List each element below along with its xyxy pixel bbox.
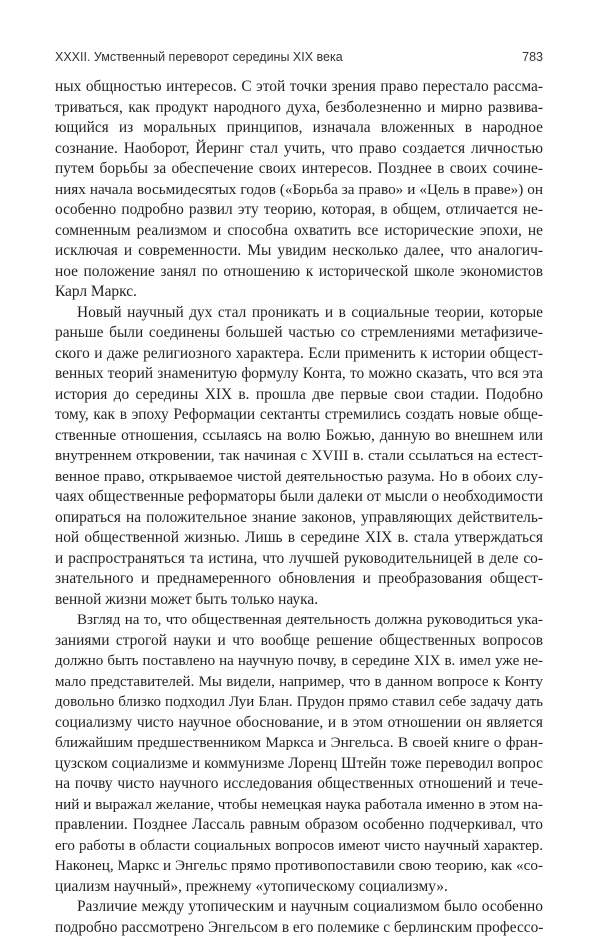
text-line: венной жизни может быть только наука. — [55, 590, 543, 611]
paragraph — [55, 610, 543, 897]
text-line: ского и даже религиозного характера. Если применить к истории общест- — [55, 344, 543, 365]
text-line: должно быть поставлено на научную почву, в середине XIX в. имел уже не- — [55, 651, 543, 672]
text-line: венное право, открываемое чистой деятельностью разума. Но в обоих слу- — [55, 467, 543, 488]
text-line: Новый научный дух стал проникать и в социальные теории, которые — [55, 303, 543, 324]
text-line: опираться на положительное знание законов, управляющих действитель- — [55, 508, 543, 529]
text-line: его работы в области социальных вопросов имеют чисто научный характер. — [55, 836, 543, 857]
text-line: подробно рассмотрено Энгельсом в его полемике с берлинским профессо- — [55, 918, 543, 938]
text-line: Наконец, Маркс и Энгельс прямо противопоставили свою теорию, как «со- — [55, 856, 543, 877]
text-line: ниях начала восьмидесятых годов («Борьба за право» и «Цель в праве») он — [55, 180, 543, 201]
paragraph — [55, 897, 543, 938]
text-line: цузском социализме и коммунизме Лоренц Штейн тоже переводил вопрос — [55, 754, 543, 775]
text-line: раньше были соединены большей частью со стремлениями метафизиче- — [55, 323, 543, 344]
text-line: социализму чисто научное обоснование, и в этом отношении он является — [55, 713, 543, 734]
text-line: знательного и преднамеренного обновления и преобразования общест- — [55, 569, 543, 590]
text-line: история до середины XIX в. прошла две первые свои стадии. Подобно — [55, 385, 543, 406]
text-line: ющийся из моральных принципов, изначала вложенных в народное — [55, 118, 543, 139]
text-line: на почву чисто научного исследования общественных отношений и тече- — [55, 774, 543, 795]
text-line: сознание. Наоборот, Йеринг стал учить, что право создается личностью — [55, 139, 543, 160]
paragraph — [55, 77, 543, 303]
text-line: и распространяться та истина, что лучшей руководительницей в деле со- — [55, 549, 543, 570]
text-line: заниями строгой науки и что вообще решение общественных вопросов — [55, 631, 543, 652]
text-line: ственные отношения, ссылаясь на волю Божью, данную во внешнем или — [55, 426, 543, 447]
text-line: тому, как в эпоху Реформации сектанты стремились создать новые обще- — [55, 405, 543, 426]
text-line: сомненным реализмом и способна охватить все исторические эпохи, не — [55, 221, 543, 242]
text-line: ной общественной жизнью. Лишь в середине XIX в. стала утверждаться — [55, 528, 543, 549]
page-number: 783 — [522, 50, 543, 64]
text-line: путем борьбы за обеспечение своих интересов. Позднее в своих сочине- — [55, 159, 543, 180]
text-line: Взгляд на то, что общественная деятельность должна руководиться ука- — [55, 610, 543, 631]
text-line: особенно подробно развил эту теорию, которая, в общем, отличается не- — [55, 200, 543, 221]
chapter-title: XXXII. Умственный переворот середины XIX века — [55, 50, 343, 64]
text-line: ное положение занял по отношению к исторической школе экономистов — [55, 262, 543, 283]
text-line: чаях общественные реформаторы были далеки от мысли о необходимости — [55, 487, 543, 508]
text-line: ближайшим предшественником Маркса и Энгельса. В своей книге о фран- — [55, 733, 543, 754]
running-header — [55, 50, 543, 70]
text-line: ний и выражал желание, чтобы немецкая наука работала именно в этом на- — [55, 795, 543, 816]
text-line: Карл Маркс. — [55, 282, 543, 303]
text-line: внутреннем откровении, так начиная с XVIII в. стали ссылаться на естест- — [55, 446, 543, 467]
text-line: довольно близко подходил Луи Блан. Прудон прямо ставил себе задачу дать — [55, 692, 543, 713]
text-line: Различие между утопическим и научным социализмом было особенно — [55, 897, 543, 918]
text-line: мало представителей. Мы видели, например, что в данном вопросе к Конту — [55, 672, 543, 693]
text-line: ных общностью интересов. С этой точки зрения право перестало рассма- — [55, 77, 543, 98]
body-text — [55, 77, 543, 938]
paragraph — [55, 303, 543, 611]
text-line: правлении. Позднее Лассаль равным образом особенно подчеркивал, что — [55, 815, 543, 836]
text-line: циализм научный», прежнему «утопическому социализму». — [55, 877, 543, 898]
text-line: венных теорий знаменитую формулу Конта, то можно сказать, что вся эта — [55, 364, 543, 385]
text-line: исключая и современности. Мы увидим несколько далее, что аналогич- — [55, 241, 543, 262]
text-line: триваться, как продукт народного духа, безболезненно и мирно развива- — [55, 98, 543, 119]
